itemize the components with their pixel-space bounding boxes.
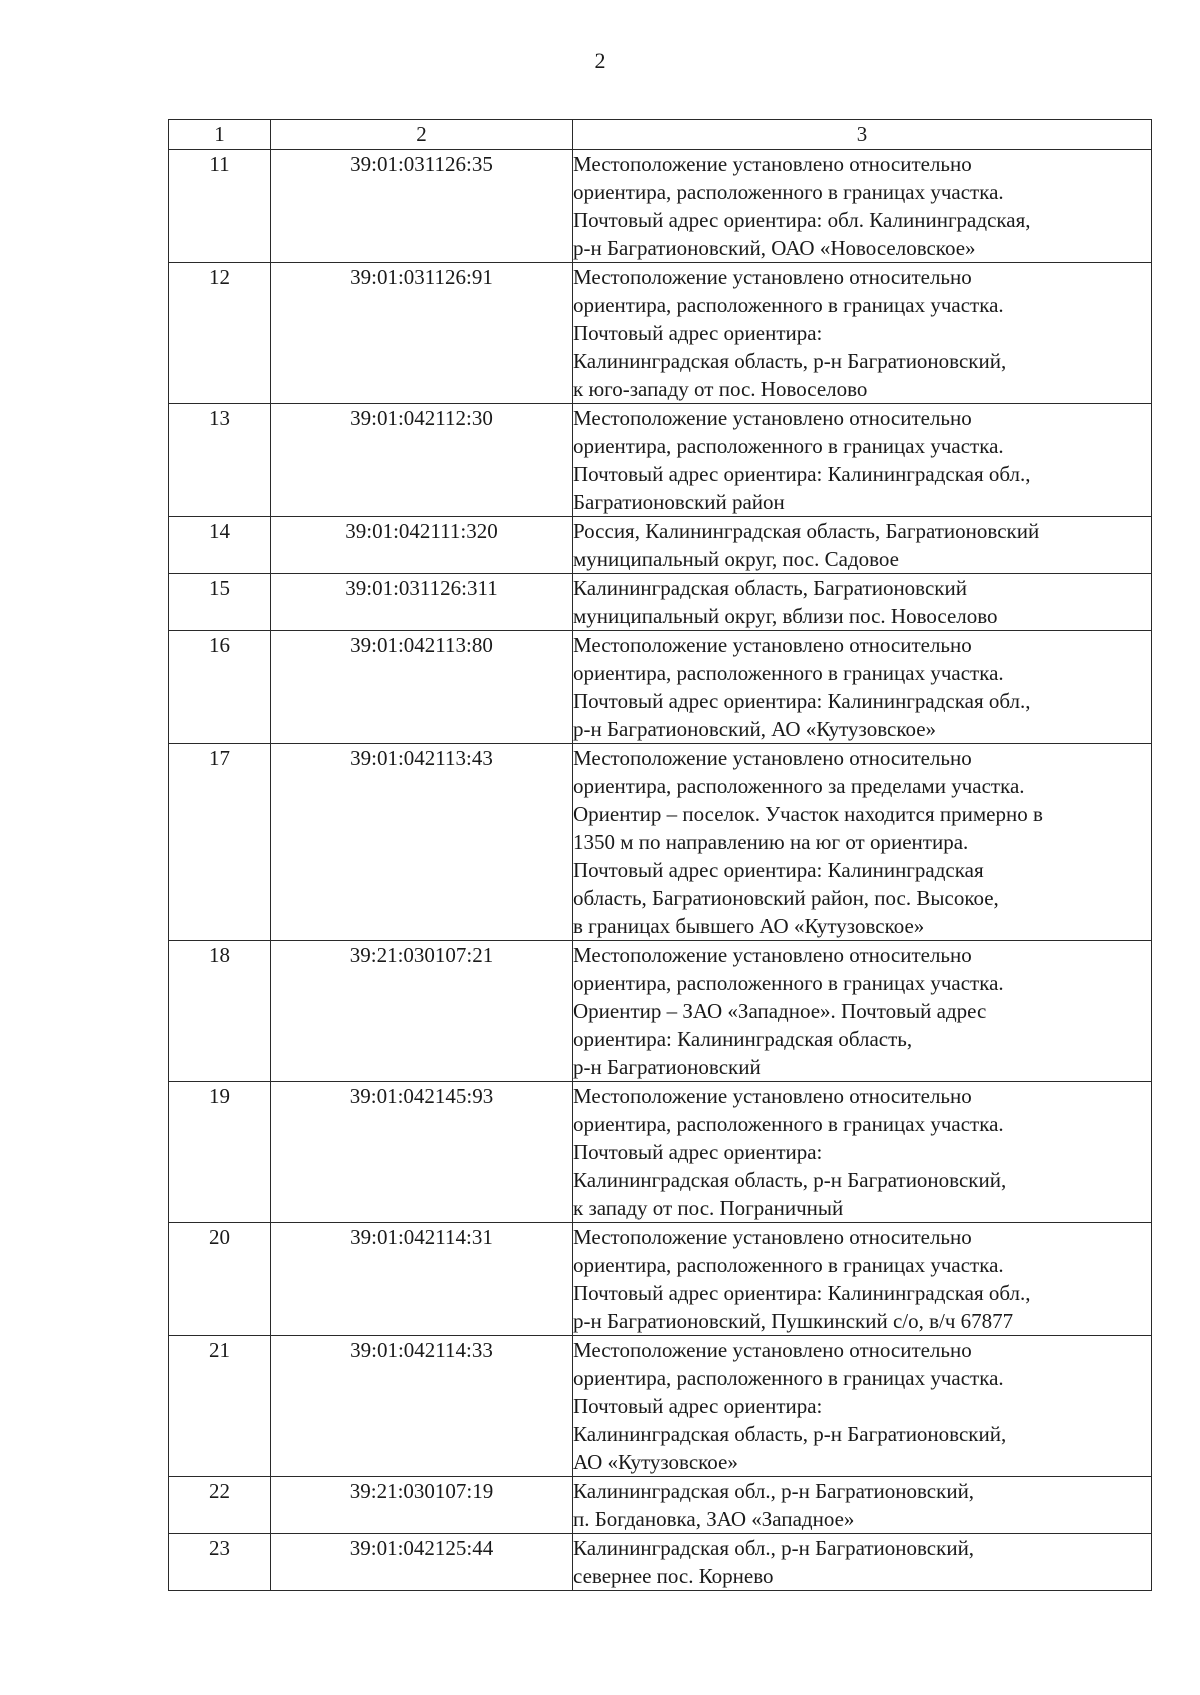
row-number: 22	[169, 1477, 271, 1534]
location-line: Ориентир – ЗАО «Западное». Почтовый адрес	[573, 999, 987, 1023]
table-row	[169, 941, 1152, 1082]
location-line: ориентира, расположенного в границах участка.	[573, 434, 1004, 458]
location-line: Местоположение установлено относительно	[573, 406, 972, 430]
location-description	[573, 941, 1152, 1082]
location-line: р-н Багратионовский, Пушкинский с/о, в/ч 67877	[573, 1309, 1014, 1333]
location-line: ориентира, расположенного в границах участка.	[573, 1366, 1004, 1390]
table-row	[169, 1534, 1152, 1591]
cadastral-number: 39:01:042113:43	[271, 744, 573, 941]
location-line: Местоположение установлено относительно	[573, 633, 972, 657]
cadastral-number: 39:01:042114:33	[271, 1336, 573, 1477]
location-line: Почтовый адрес ориентира:	[573, 321, 823, 345]
table-row	[169, 1082, 1152, 1223]
cadastral-number: 39:21:030107:19	[271, 1477, 573, 1534]
cadastral-number: 39:01:042111:320	[271, 517, 573, 574]
cadastral-number: 39:01:042114:31	[271, 1223, 573, 1336]
row-number: 12	[169, 263, 271, 404]
location-line: р-н Багратионовский	[573, 1055, 761, 1079]
header-row	[169, 120, 1152, 150]
location-line: Калининградская область, р-н Багратионовский,	[573, 1168, 1007, 1192]
location-description	[573, 1336, 1152, 1477]
table-body	[169, 150, 1152, 1591]
page-number: 2	[594, 48, 606, 73]
table-row	[169, 631, 1152, 744]
location-line: Почтовый адрес ориентира: Калининградская обл.,	[573, 462, 1031, 486]
cadastral-number: 39:01:031126:91	[271, 263, 573, 404]
location-line: Багратионовский район	[573, 490, 785, 514]
location-description	[573, 744, 1152, 941]
column-header-cadastral: 2	[271, 120, 573, 150]
location-line: Почтовый адрес ориентира: Калининградская обл.,	[573, 1281, 1031, 1305]
cadastral-number: 39:01:042145:93	[271, 1082, 573, 1223]
location-line: в границах бывшего АО «Кутузовское»	[573, 914, 925, 938]
column-header-location: 3	[573, 120, 1152, 150]
land-plot-table	[168, 119, 1152, 1591]
location-line: Местоположение установлено относительно	[573, 265, 972, 289]
table-row	[169, 1477, 1152, 1534]
location-line: к юго-западу от пос. Новоселово	[573, 377, 868, 401]
location-line: Россия, Калининградская область, Багратионовский	[573, 519, 1040, 543]
cadastral-number: 39:01:031126:35	[271, 150, 573, 263]
location-line: ориентира, расположенного в границах участка.	[573, 1253, 1004, 1277]
location-line: муниципальный округ, вблизи пос. Новоселово	[573, 604, 998, 628]
table-row	[169, 1223, 1152, 1336]
location-line: АО «Кутузовское»	[573, 1450, 738, 1474]
location-line: Калининградская обл., р-н Багратионовский,	[573, 1536, 975, 1560]
row-number: 14	[169, 517, 271, 574]
location-line: ориентира, расположенного в границах участка.	[573, 180, 1004, 204]
table-row	[169, 744, 1152, 941]
row-number: 16	[169, 631, 271, 744]
location-line: ориентира, расположенного в границах участка.	[573, 971, 1004, 995]
row-number: 21	[169, 1336, 271, 1477]
location-line: Почтовый адрес ориентира:	[573, 1394, 823, 1418]
location-line: р-н Багратионовский, ОАО «Новоселовское»	[573, 236, 976, 260]
row-number: 15	[169, 574, 271, 631]
location-description	[573, 631, 1152, 744]
location-line: Почтовый адрес ориентира: Калининградская	[573, 858, 984, 882]
table-row	[169, 517, 1152, 574]
cadastral-number: 39:01:042113:80	[271, 631, 573, 744]
table-row	[169, 263, 1152, 404]
table-row	[169, 150, 1152, 263]
row-number: 20	[169, 1223, 271, 1336]
row-number: 17	[169, 744, 271, 941]
location-description	[573, 404, 1152, 517]
row-number: 19	[169, 1082, 271, 1223]
location-line: Местоположение установлено относительно	[573, 943, 972, 967]
location-line: п. Богдановка, ЗАО «Западное»	[573, 1507, 855, 1531]
location-description	[573, 574, 1152, 631]
cadastral-number: 39:21:030107:21	[271, 941, 573, 1082]
location-description	[573, 1534, 1152, 1591]
location-description	[573, 517, 1152, 574]
location-line: Калининградская область, р-н Багратионовский,	[573, 349, 1007, 373]
location-line: Почтовый адрес ориентира:	[573, 1140, 823, 1164]
location-line: Местоположение установлено относительно	[573, 1338, 972, 1362]
location-description	[573, 1223, 1152, 1336]
table-header	[169, 120, 1152, 150]
location-line: область, Багратионовский район, пос. Высокое,	[573, 886, 999, 910]
row-number: 13	[169, 404, 271, 517]
location-line: Почтовый адрес ориентира: Калининградская обл.,	[573, 689, 1031, 713]
location-line: 1350 м по направлению на юг от ориентира.	[573, 830, 969, 854]
location-line: Местоположение установлено относительно	[573, 1084, 972, 1108]
location-line: ориентира, расположенного за пределами участка.	[573, 774, 1025, 798]
location-line: ориентира, расположенного в границах участка.	[573, 1112, 1004, 1136]
location-description	[573, 263, 1152, 404]
location-line: Местоположение установлено относительно	[573, 1225, 972, 1249]
table-row	[169, 574, 1152, 631]
location-line: севернее пос. Корнево	[573, 1564, 774, 1588]
location-line: Калининградская обл., р-н Багратионовский,	[573, 1479, 975, 1503]
location-line: муниципальный округ, пос. Садовое	[573, 547, 899, 571]
location-line: Местоположение установлено относительно	[573, 152, 972, 176]
cadastral-number: 39:01:031126:311	[271, 574, 573, 631]
location-description	[573, 150, 1152, 263]
location-line: ориентира, расположенного в границах участка.	[573, 293, 1004, 317]
cadastral-number: 39:01:042112:30	[271, 404, 573, 517]
column-header-number: 1	[169, 120, 271, 150]
row-number: 11	[169, 150, 271, 263]
table-row	[169, 1336, 1152, 1477]
location-line: Почтовый адрес ориентира: обл. Калининградская,	[573, 208, 1031, 232]
location-description	[573, 1477, 1152, 1534]
cadastral-number: 39:01:042125:44	[271, 1534, 573, 1591]
location-line: ориентира: Калининградская область,	[573, 1027, 913, 1051]
location-line: к западу от пос. Пограничный	[573, 1196, 844, 1220]
location-description	[573, 1082, 1152, 1223]
location-line: ориентира, расположенного в границах участка.	[573, 661, 1004, 685]
location-line: Калининградская область, р-н Багратионовский,	[573, 1422, 1007, 1446]
location-line: р-н Багратионовский, АО «Кутузовское»	[573, 717, 937, 741]
row-number: 18	[169, 941, 271, 1082]
table-row	[169, 404, 1152, 517]
row-number: 23	[169, 1534, 271, 1591]
location-line: Калининградская область, Багратионовский	[573, 576, 967, 600]
location-line: Местоположение установлено относительно	[573, 746, 972, 770]
location-line: Ориентир – поселок. Участок находится примерно в	[573, 802, 1043, 826]
